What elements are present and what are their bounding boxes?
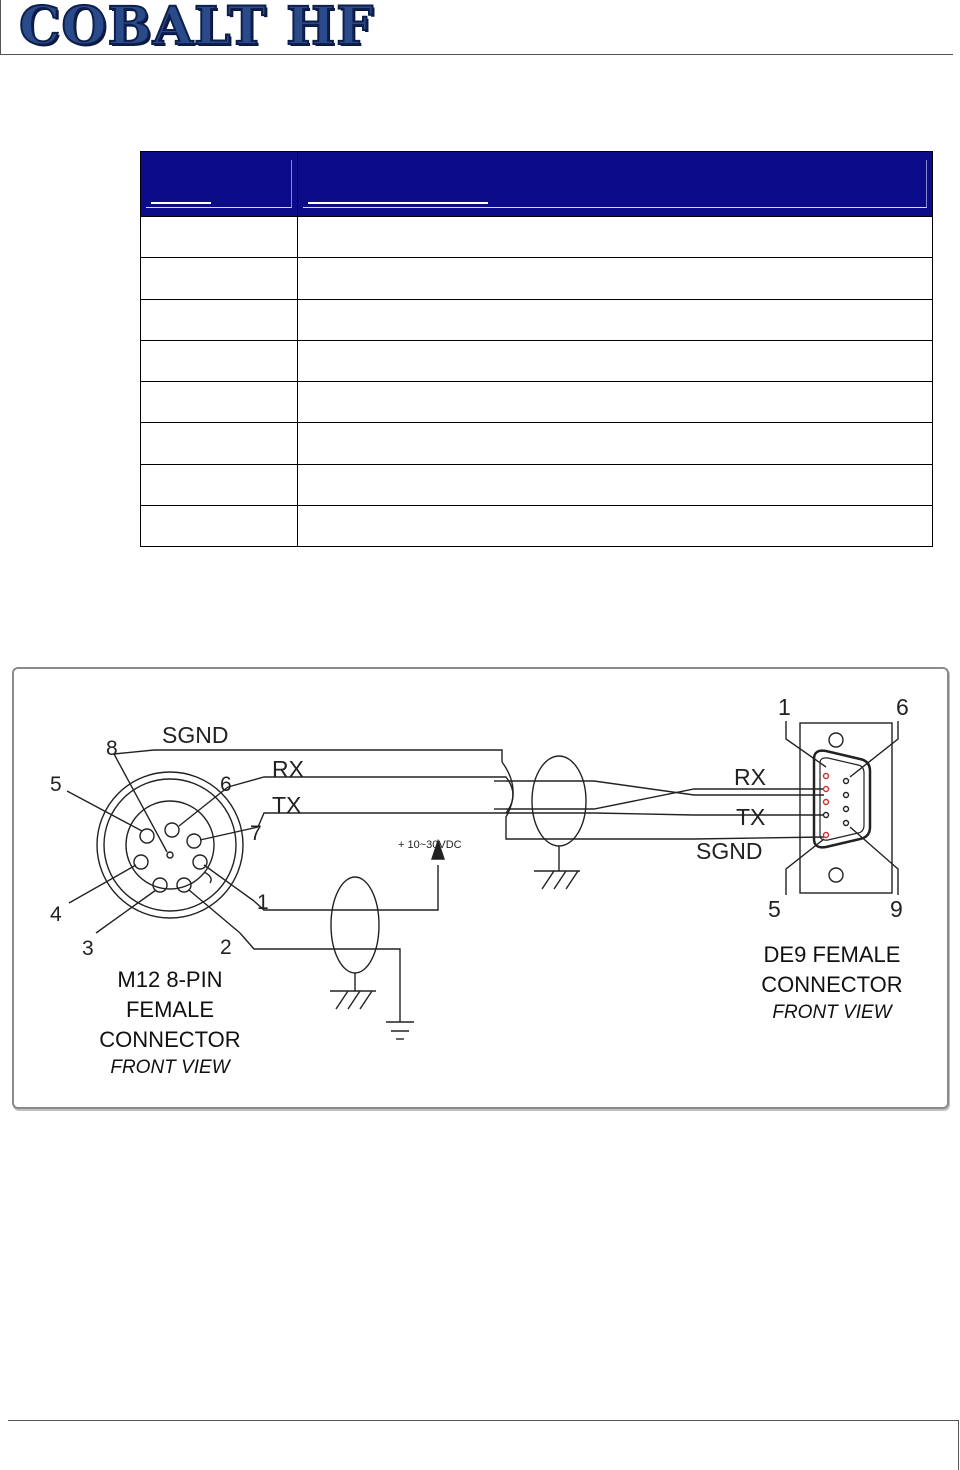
table-header-row bbox=[141, 152, 933, 217]
table-row bbox=[141, 258, 933, 299]
wiring-diagram-svg bbox=[14, 669, 947, 1107]
wiring-diagram bbox=[12, 667, 949, 1109]
de9-caption-line2: CONNECTOR bbox=[761, 972, 903, 997]
label-sgnd: SGND bbox=[162, 722, 229, 748]
wire-rx-cross bbox=[506, 781, 824, 795]
de9-label-6: 6 bbox=[896, 694, 909, 720]
de9-caption-line1: DE9 FEMALE bbox=[763, 942, 901, 967]
m12-caption-line1: M12 8-PIN bbox=[117, 967, 223, 992]
m12-inner-ring bbox=[104, 779, 236, 911]
de9-label-sgnd: SGND bbox=[696, 838, 763, 864]
wire-power bbox=[254, 865, 438, 910]
m12-label-4: 4 bbox=[50, 903, 62, 926]
m12-label-5: 5 bbox=[50, 773, 62, 796]
m12-label-6: 6 bbox=[220, 773, 232, 796]
m12-caption-line2: FEMALE bbox=[125, 997, 215, 1022]
table-row bbox=[141, 464, 933, 505]
shield-lower bbox=[331, 877, 379, 973]
m12-pin-face bbox=[126, 801, 214, 889]
m12-pin-6 bbox=[165, 823, 179, 837]
table-header-pin bbox=[141, 152, 298, 217]
m12-label-7: 7 bbox=[250, 822, 262, 845]
m12-label-2: 2 bbox=[220, 936, 232, 959]
m12-label-3: 3 bbox=[82, 937, 94, 960]
de9-label-tx: TX bbox=[736, 804, 766, 830]
table-row bbox=[141, 505, 933, 546]
pin-assignment-table bbox=[140, 151, 933, 547]
m12-pin-7 bbox=[187, 834, 201, 848]
m12-pin-8 bbox=[167, 852, 173, 858]
m12-pin-5 bbox=[140, 829, 154, 843]
de9-mount-hole-bottom bbox=[829, 868, 843, 882]
m12-label-1: 1 bbox=[257, 891, 269, 914]
de9-connector bbox=[786, 721, 898, 895]
de9-label-rx: RX bbox=[734, 764, 766, 790]
de9-pins bbox=[824, 774, 849, 838]
shield-upper bbox=[532, 756, 586, 846]
de9-labels bbox=[696, 694, 909, 922]
m12-pin-1 bbox=[193, 855, 207, 869]
m12-label-8: 8 bbox=[106, 737, 118, 760]
de9-label-9: 9 bbox=[890, 896, 903, 922]
table-row bbox=[141, 299, 933, 340]
company-logo: COBALT HF bbox=[19, 0, 375, 57]
m12-pin-4 bbox=[134, 855, 148, 869]
m12-caption-line3: CONNECTOR bbox=[99, 1027, 241, 1052]
label-rx: RX bbox=[272, 756, 304, 782]
page-footer bbox=[8, 1420, 959, 1470]
de9-mount-hole-top bbox=[829, 733, 843, 747]
wire-tx-cross bbox=[506, 813, 824, 815]
table-header-function bbox=[298, 152, 933, 217]
wire-rx-top bbox=[228, 777, 494, 787]
page-header bbox=[0, 0, 953, 55]
wire-sgnd bbox=[114, 750, 502, 762]
label-tx: TX bbox=[272, 792, 302, 818]
m12-key-notch bbox=[204, 872, 211, 883]
table-row bbox=[141, 340, 933, 381]
captions bbox=[99, 942, 902, 1078]
m12-caption-view: FRONT VIEW bbox=[110, 1057, 230, 1078]
table-row bbox=[141, 423, 933, 464]
signal-labels bbox=[162, 722, 462, 851]
de9-caption-view: FRONT VIEW bbox=[772, 1002, 892, 1023]
label-power: + 10~30VDC bbox=[398, 839, 462, 851]
de9-label-1: 1 bbox=[778, 694, 791, 720]
table-row bbox=[141, 217, 933, 258]
table-row bbox=[141, 382, 933, 423]
de9-label-5: 5 bbox=[768, 896, 781, 922]
